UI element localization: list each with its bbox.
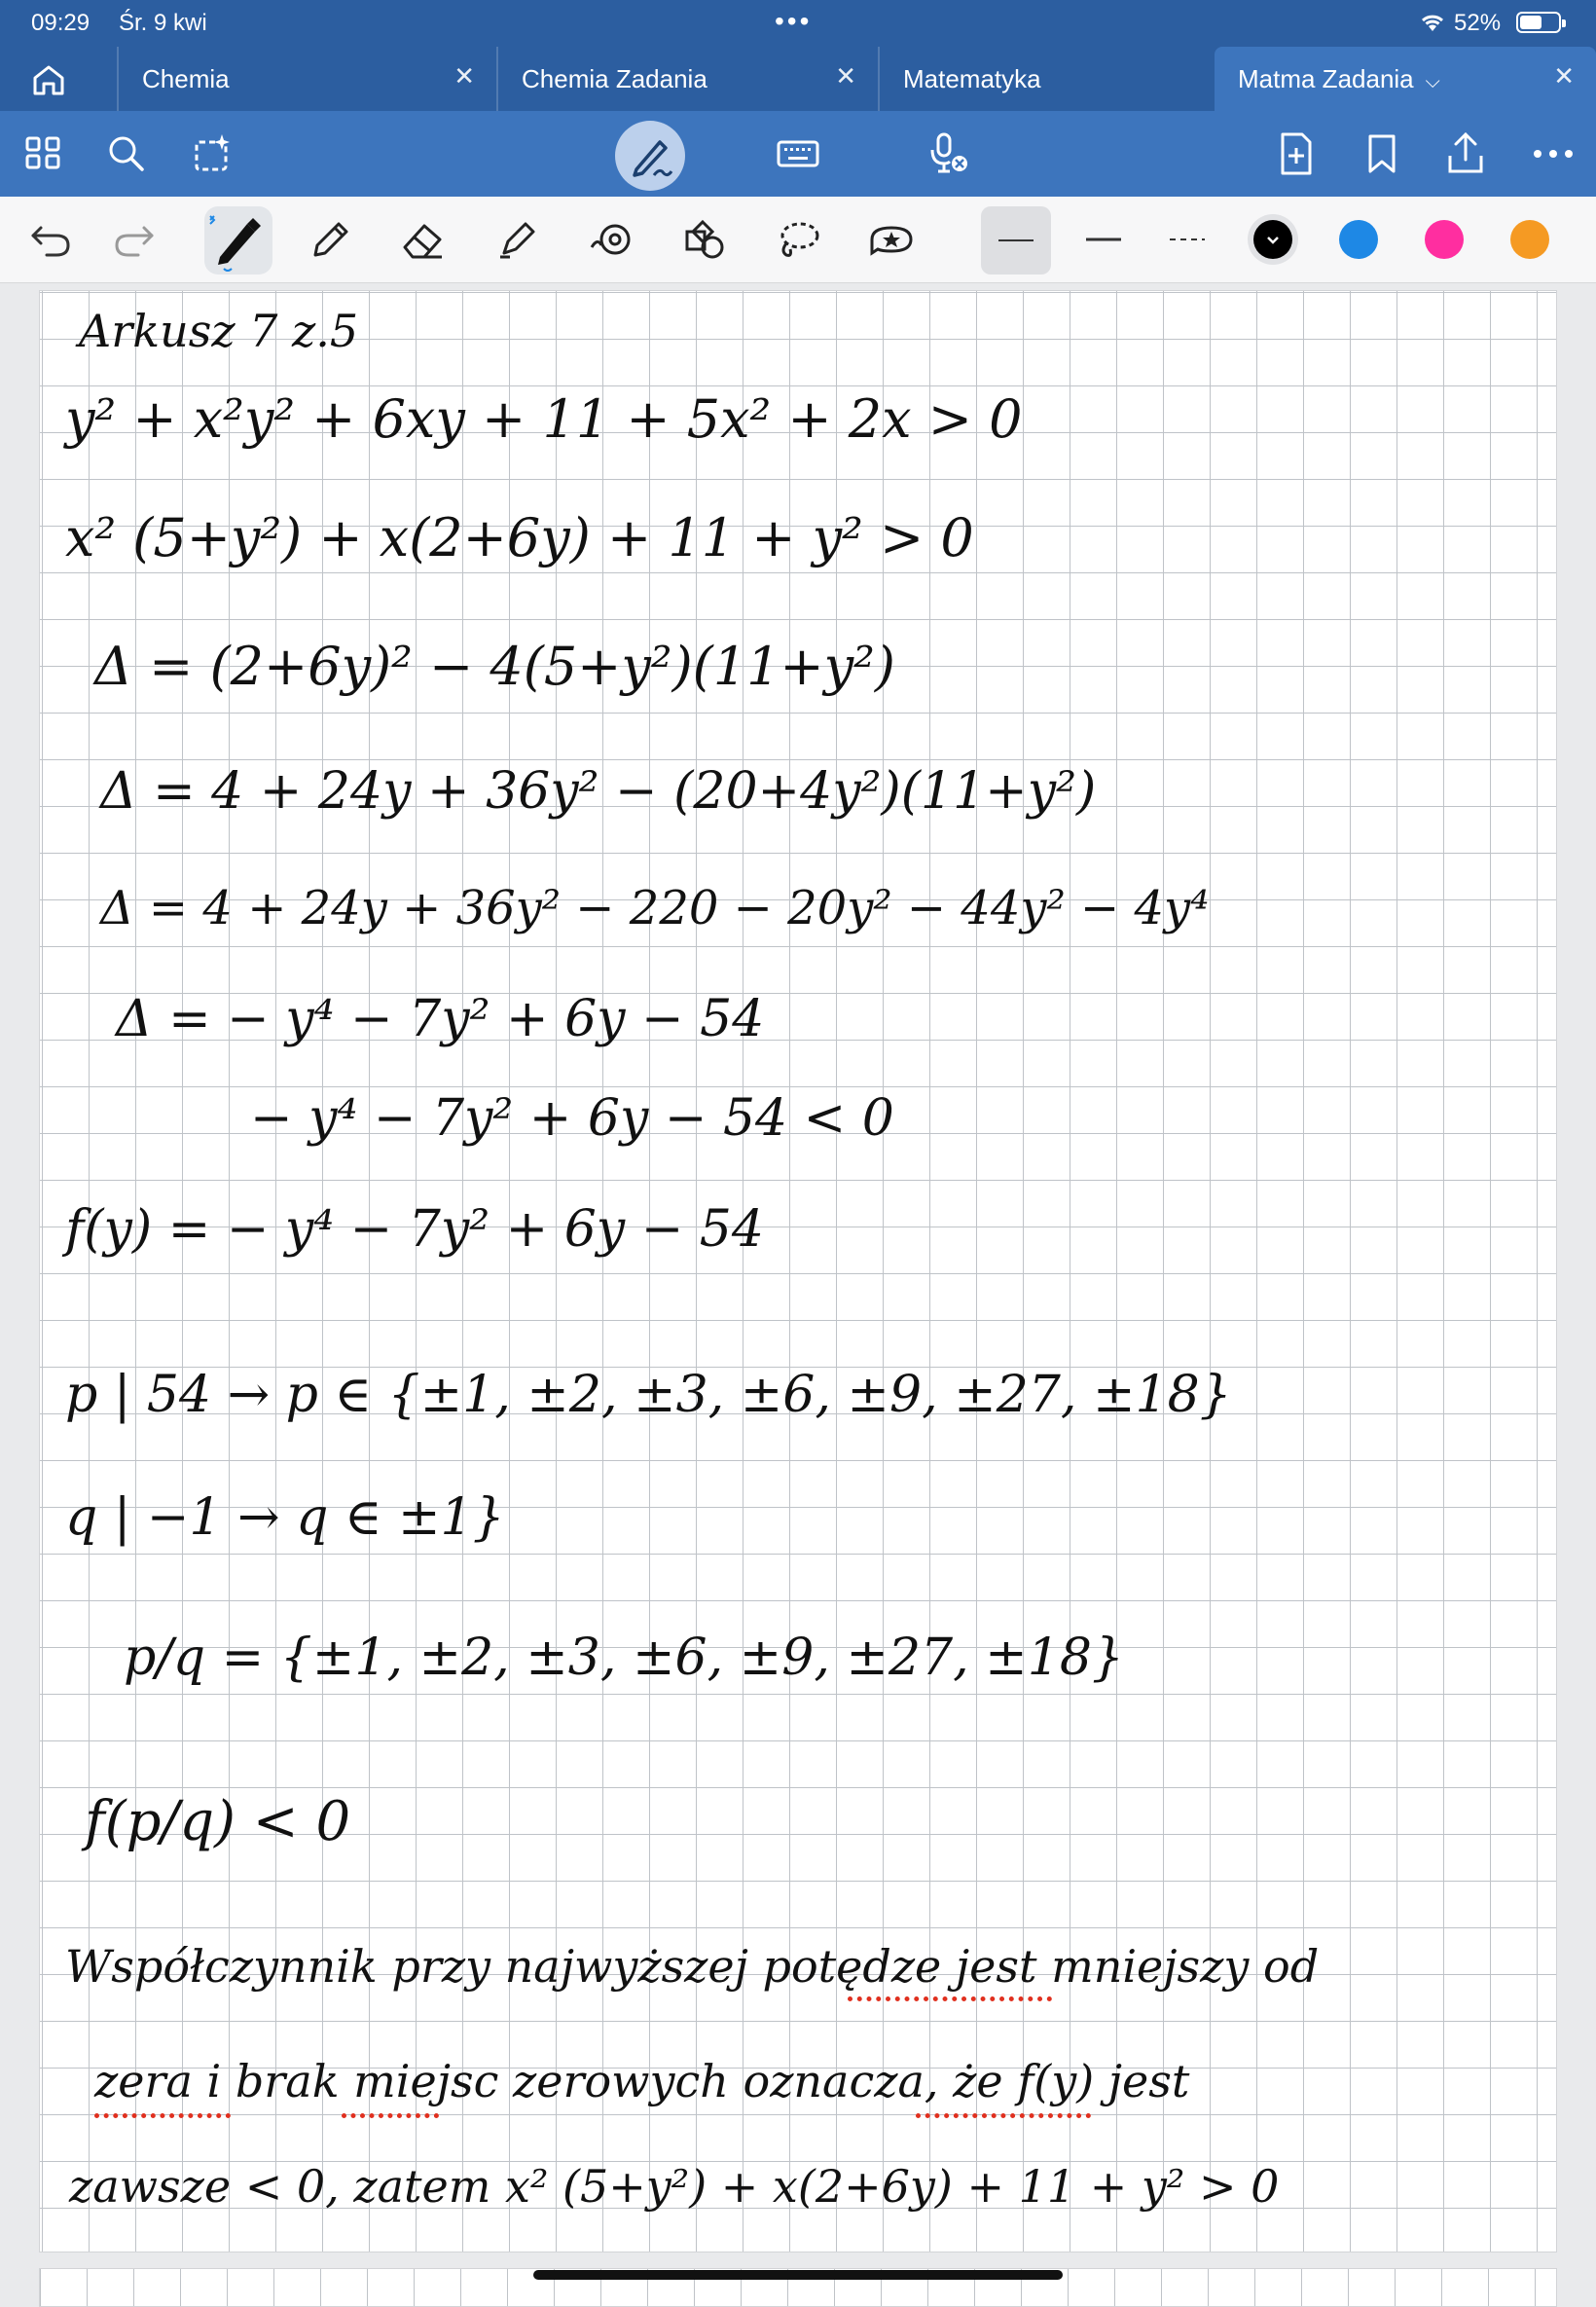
- stroke-thin-button[interactable]: [1078, 216, 1129, 263]
- chevron-down-icon: [1253, 220, 1292, 259]
- note-page[interactable]: [39, 290, 1557, 2252]
- more-icon[interactable]: [1530, 130, 1577, 177]
- tools-toolbar: [0, 197, 1596, 283]
- eraser-icon[interactable]: [399, 216, 446, 263]
- lasso-magic-icon[interactable]: [189, 130, 236, 177]
- multitasking-dots-icon[interactable]: •••: [775, 6, 813, 36]
- lasso-icon[interactable]: [775, 216, 821, 263]
- pen-mode-button[interactable]: [615, 121, 685, 191]
- status-time: 09:29: [31, 10, 91, 36]
- home-indicator[interactable]: [533, 2270, 1063, 2280]
- note-line: p/q = {±1, ±2, ±3, ±6, ±9, ±27, ±18}: [124, 1629, 1124, 1687]
- note-line: zera i brak miejsc zerowych oznacza, że f(y) jest: [94, 2055, 1190, 2107]
- shapes-icon[interactable]: [588, 216, 635, 263]
- redo-icon[interactable]: [111, 216, 158, 263]
- color-black-button[interactable]: [1253, 220, 1292, 259]
- grid-view-icon[interactable]: [21, 130, 68, 177]
- close-icon[interactable]: ✕: [453, 61, 475, 91]
- stroke-dashed-icon: [1162, 216, 1213, 263]
- tab-chemia-zadania[interactable]: [496, 47, 878, 111]
- note-line: p | 54 → p ∈ {±1, ±2, ±3, ±6, ±9, ±27, ±18}: [65, 1366, 1232, 1424]
- highlighter-icon[interactable]: [494, 216, 541, 263]
- status-bar: [0, 0, 1596, 47]
- note-line: Współczynnik przy najwyższej potędze jest mniejszy od: [65, 1940, 1320, 1993]
- color-pink-button[interactable]: [1425, 220, 1464, 259]
- note-line: Δ = 4 + 24y + 36y² − 220 − 20y² − 44y² − 4y⁴: [100, 881, 1210, 935]
- pencil-icon[interactable]: [308, 216, 354, 263]
- color-blue-button[interactable]: [1339, 220, 1378, 259]
- pen-mode-icon: [615, 121, 685, 191]
- tab-label: Chemia: [142, 64, 230, 93]
- add-page-icon[interactable]: [1273, 130, 1320, 177]
- stroke-solid-button[interactable]: [981, 206, 1051, 275]
- note-line: − y⁴ − 7y² + 6y − 54 < 0: [250, 1089, 894, 1148]
- note-line: f(p/q) < 0: [85, 1790, 351, 1853]
- close-icon[interactable]: ✕: [835, 61, 856, 91]
- wifi-icon: [1419, 12, 1446, 40]
- keyboard-icon[interactable]: [775, 130, 821, 177]
- tab-chemia[interactable]: [117, 47, 496, 111]
- dictation-icon[interactable]: [926, 130, 973, 177]
- home-icon[interactable]: [29, 60, 68, 99]
- note-line: f(y) = − y⁴ − 7y² + 6y − 54: [65, 1200, 764, 1259]
- battery-icon: [1516, 12, 1561, 33]
- note-line: Δ = 4 + 24y + 36y² − (20+4y²)(11+y²): [100, 762, 1097, 821]
- handwriting-layer: [40, 291, 1558, 2253]
- status-date: Śr. 9 kwi: [119, 10, 207, 36]
- main-toolbar: [0, 111, 1596, 197]
- tab-label: Matematyka: [903, 64, 1041, 93]
- tab-bar: [0, 47, 1596, 111]
- tab-label: Chemia Zadania: [522, 64, 707, 93]
- note-line: x² (5+y²) + x(2+6y) + 11 + y² > 0: [65, 507, 974, 568]
- note-line: Arkusz 7 z.5: [79, 305, 359, 357]
- close-icon[interactable]: ✕: [1553, 61, 1575, 91]
- spellcheck-underline: [848, 1996, 1052, 2001]
- spellcheck-underline: [94, 2113, 231, 2118]
- spellcheck-underline: [916, 2113, 1091, 2118]
- tab-matematyka[interactable]: [878, 47, 1215, 111]
- note-line: y² + x²y² + 6xy + 11 + 5x² + 2x > 0: [65, 388, 1023, 450]
- color-orange-button[interactable]: [1510, 220, 1549, 259]
- note-line: Δ = − y⁴ − 7y² + 6y − 54: [116, 990, 765, 1048]
- pen-icon: [204, 206, 272, 275]
- stroke-dashed-button[interactable]: [1162, 216, 1213, 263]
- pen-tool-button[interactable]: [204, 206, 272, 275]
- note-line: q | −1 → q ∈ ±1}: [65, 1488, 505, 1547]
- bookmark-icon[interactable]: [1359, 130, 1405, 177]
- search-icon[interactable]: [103, 130, 150, 177]
- undo-icon[interactable]: [27, 216, 74, 263]
- sticker-icon[interactable]: [868, 216, 915, 263]
- chevron-down-icon[interactable]: ⌵: [1425, 71, 1440, 92]
- battery-percent: 52%: [1454, 10, 1502, 36]
- stroke-thin-icon: [1078, 216, 1129, 263]
- tab-label: Matma Zadania: [1238, 64, 1414, 93]
- tab-matma-zadania[interactable]: [1215, 47, 1596, 111]
- elements-icon[interactable]: [681, 216, 728, 263]
- spellcheck-underline: [342, 2113, 439, 2118]
- note-line: zawsze < 0, zatem x² (5+y²) + x(2+6y) + 11 + y² > 0: [69, 2160, 1280, 2213]
- share-icon[interactable]: [1442, 130, 1489, 177]
- stroke-solid-icon: [981, 206, 1051, 275]
- note-line: Δ = (2+6y)² − 4(5+y²)(11+y²): [94, 636, 895, 697]
